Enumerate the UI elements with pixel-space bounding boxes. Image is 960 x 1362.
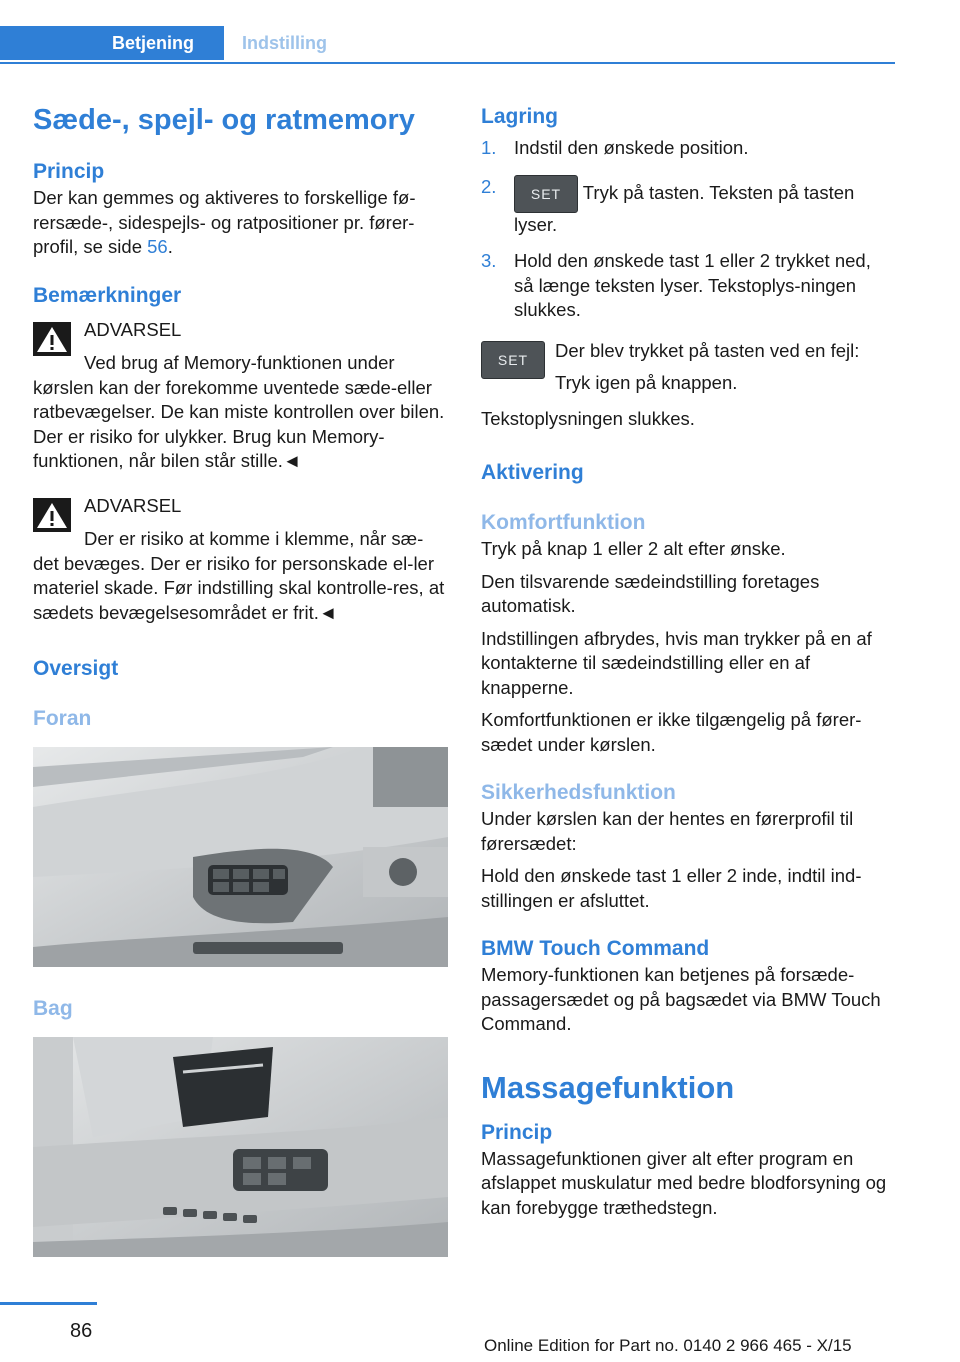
error-line-1: Der blev trykket på tasten ved en fejl: — [555, 339, 860, 361]
front-heading: Foran — [33, 707, 92, 730]
storage-steps — [481, 136, 895, 323]
tab-betjening-label: Betjening — [112, 33, 195, 53]
rear-door-memory-image — [33, 1037, 448, 1257]
set-button-icon: SET — [514, 175, 578, 213]
light-off-text: Tekstoplysningen slukkes. — [481, 407, 695, 429]
error-line-2: Tryk igen på knappen. — [555, 372, 738, 393]
right-column — [481, 100, 895, 1220]
warning-text: Ved brug af Memory-funktionen under kørslen kan der forekomme uventede sæde-eller ratbevægelser. De kan miste kontrollen over bilen. Der er risiko for ulykker. Brug kun Memory-funktionen, når bilen står stille.◄ — [33, 352, 445, 471]
rear-heading: Bag — [33, 997, 73, 1020]
activation-heading: Aktivering — [481, 461, 584, 484]
chapter-tab-bar — [0, 26, 895, 64]
warning-title: ADVARSEL — [84, 494, 182, 516]
warning-icon — [33, 498, 71, 532]
warning-icon — [33, 322, 71, 356]
touch-command-heading: BMW Touch Command — [481, 937, 710, 960]
warning-text: Der er risiko at komme i klemme, når sæ-det bevæges. Der er risiko for personskade el-ler materiel skade. Før indstilling skal kontrolle-res, at sædets bevægelsesområdet er frit.◄ — [33, 528, 445, 623]
page-number: 86 — [70, 1320, 93, 1342]
tab-betjening[interactable] — [0, 26, 224, 60]
princip-heading: Princip — [33, 160, 105, 183]
left-column — [33, 100, 448, 1257]
warning-box-2 — [33, 494, 448, 626]
page-link[interactable]: 56 — [147, 236, 168, 257]
set-button-icon: SET — [481, 341, 545, 379]
warning-box-1 — [33, 318, 448, 474]
comfort-p4: Komfortfunktionen er ikke tilgængelig på fører-sædet under kørslen. — [481, 709, 862, 755]
comfort-heading: Komfortfunktion — [481, 511, 646, 534]
list-item: 2. SET Tryk på tasten. Teksten på tasten lyser. — [481, 175, 855, 235]
safety-p2: Hold den ønskede tast 1 eller 2 inde, indtil ind-stillingen er afsluttet. — [481, 865, 862, 911]
list-item: 1. Indstil den ønskede position. — [481, 137, 749, 158]
comfort-p3: Indstillingen afbrydes, hvis man trykker på en af kontakterne til sædeindstilling eller en af knapperne. — [481, 627, 872, 698]
footer-rule — [0, 1302, 97, 1305]
massage-title: Massagefunktion — [481, 1069, 735, 1105]
safety-p1: Under kørslen kan der hentes en førerprofil til førersædet: — [481, 808, 854, 854]
touch-command-text: Memory-funktionen kan betjenes på forsæde-passagersædet og på bagsædet via BMW Touch Command. — [481, 964, 881, 1034]
notes-heading: Bemærkninger — [33, 283, 182, 307]
princip-text: Der kan gemmes og aktiveres to forskellige fø-rersæde-, sidespejls- og ratpositioner pr. fører-profil, se side 56. — [33, 187, 416, 257]
safety-heading: Sikkerhedsfunktion — [481, 781, 676, 804]
front-door-memory-image — [33, 747, 448, 967]
overview-heading: Oversigt — [33, 657, 119, 680]
storage-heading: Lagring — [481, 105, 558, 128]
tab-indstilling[interactable]: Indstilling — [242, 33, 327, 53]
comfort-p1: Tryk på knap 1 eller 2 alt efter ønske. — [481, 538, 786, 559]
massage-text: Massagefunktionen giver alt efter program en afslappet muskulatur med bedre blodforsyning og kan forebygge træthedstegn. — [481, 1147, 887, 1218]
list-item: 3. Hold den ønskede tast 1 eller 2 trykket ned, så længe teksten lyser. Tekstoplys-ningen slukkes. — [481, 250, 871, 320]
massage-princip-heading: Princip — [481, 1120, 553, 1144]
comfort-p2: Den tilsvarende sædeindstilling foretages automatisk. — [481, 570, 820, 616]
warning-title: ADVARSEL — [84, 318, 182, 340]
error-note — [481, 339, 895, 401]
page-title: Sæde-, spejl- og ratmemory — [33, 104, 415, 136]
edition-text: Online Edition for Part no. 0140 2 966 465 - X/15 — [484, 1336, 852, 1355]
